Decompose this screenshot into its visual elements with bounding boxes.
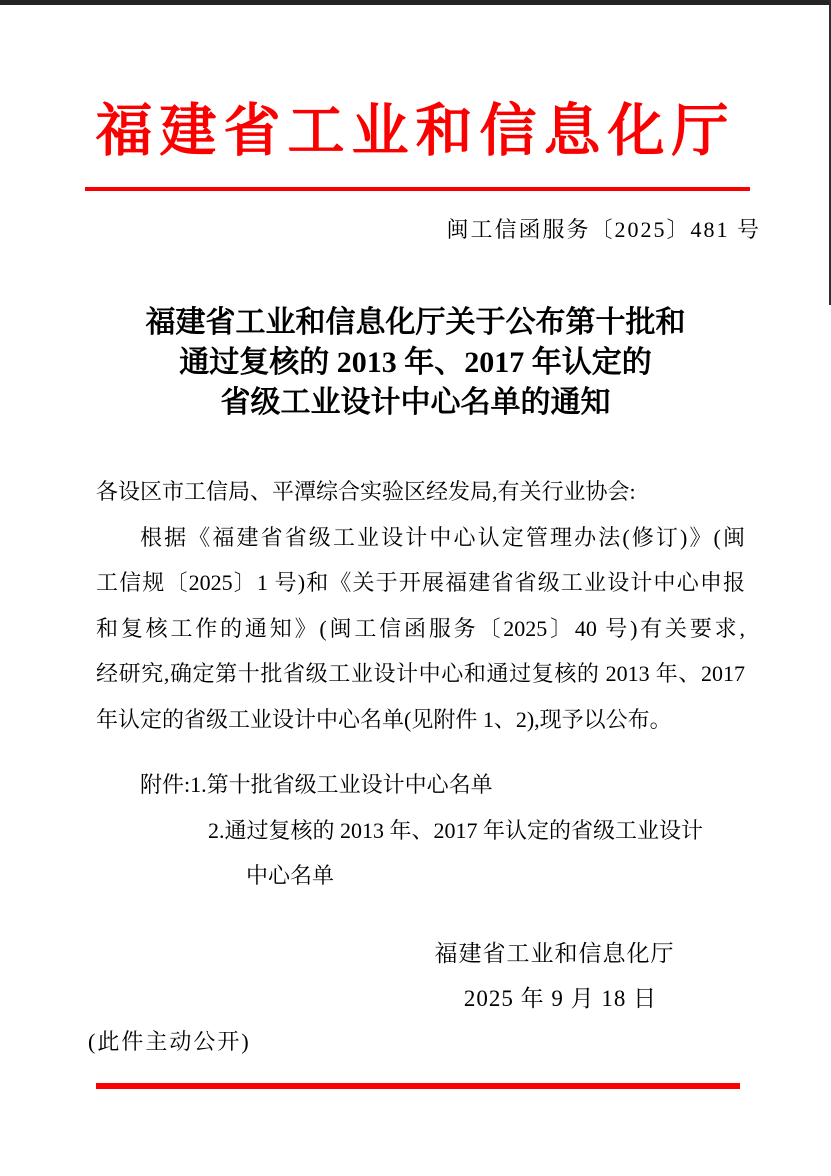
attachment-item: 中心名单	[246, 863, 335, 888]
body-line: 工信规〔2025〕1 号)和《关于开展福建省省级工业设计中心申报	[96, 570, 745, 595]
salutation-line: 各设区市工信局、平潭综合实验区经发局,有关行业协会:	[96, 479, 636, 504]
signature-agency: 福建省工业和信息化厅	[434, 940, 675, 966]
body-line: 根据《福建省省级工业设计中心认定管理办法(修订)》(闽	[140, 524, 745, 550]
doc-title	[0, 303, 831, 423]
body-text	[0, 469, 831, 742]
attachment-item: 附件:1.第十批省级工业设计中心名单	[140, 772, 493, 797]
doc-title-line: 通过复核的 2013 年、2017 年认定的	[179, 346, 652, 379]
disclosure-note: (此件主动公开)	[88, 1028, 251, 1054]
attachment-item: 2.通过复核的 2013 年、2017 年认定的省级工业设计	[208, 817, 704, 843]
body-line: 经研究,确定第十批省级工业设计中心和通过复核的 2013 年、2017	[96, 661, 745, 686]
doc-title-line: 福建省工业和信息化厅关于公布第十批和	[145, 306, 686, 339]
doc-number: 闽工信函服务〔2025〕481 号	[446, 217, 761, 242]
body-line: 和复核工作的通知》(闽工信函服务〔2025〕40 号)有关要求,	[96, 615, 745, 641]
attachment-list	[0, 762, 831, 899]
signature-date: 2025 年 9 月 18 日	[463, 986, 658, 1011]
doc-title-line: 省级工业设计中心名单的通知	[220, 386, 611, 419]
signature-block	[0, 931, 831, 1022]
scan-artifact-top-bar	[0, 0, 831, 5]
agency-masthead: 福建省工业和信息化厅	[95, 100, 736, 163]
masthead-red-rule	[85, 187, 750, 191]
footer-red-rule	[96, 1083, 740, 1089]
body-line: 年认定的省级工业设计中心名单(见附件 1、2),现予以公布。	[96, 706, 672, 732]
